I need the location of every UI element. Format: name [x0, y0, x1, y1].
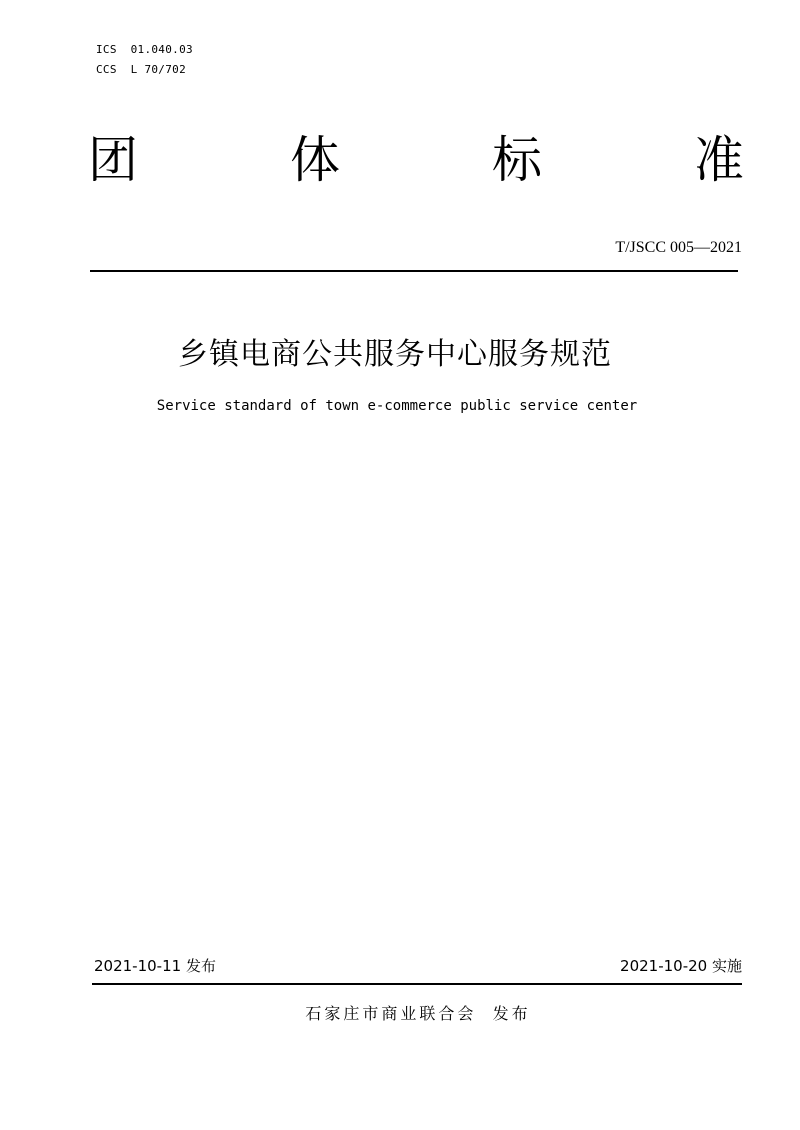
issue-date: 2021-10-11 发布	[94, 957, 216, 975]
publisher: 石家庄市商业联合会 发布	[305, 1004, 531, 1023]
standard-category-heading	[88, 128, 744, 192]
bottom-divider	[92, 983, 742, 985]
category-char-3: 标	[492, 131, 542, 189]
top-divider	[90, 270, 738, 272]
category-char-4: 准	[694, 131, 744, 189]
document-title: 乡镇电商公共服务中心服务规范	[178, 337, 612, 372]
ccs-code: CCS L 70/702	[96, 63, 186, 76]
category-char-2: 体	[290, 131, 340, 189]
ics-code: ICS 01.040.03	[96, 43, 193, 56]
document-title-english: Service standard of town e-commerce public service center	[156, 398, 638, 414]
standard-number: T/JSCC 005—2021	[615, 239, 742, 256]
classification-codes	[96, 40, 193, 80]
effective-date: 2021-10-20 实施	[620, 957, 742, 975]
category-char-1: 团	[88, 131, 138, 189]
